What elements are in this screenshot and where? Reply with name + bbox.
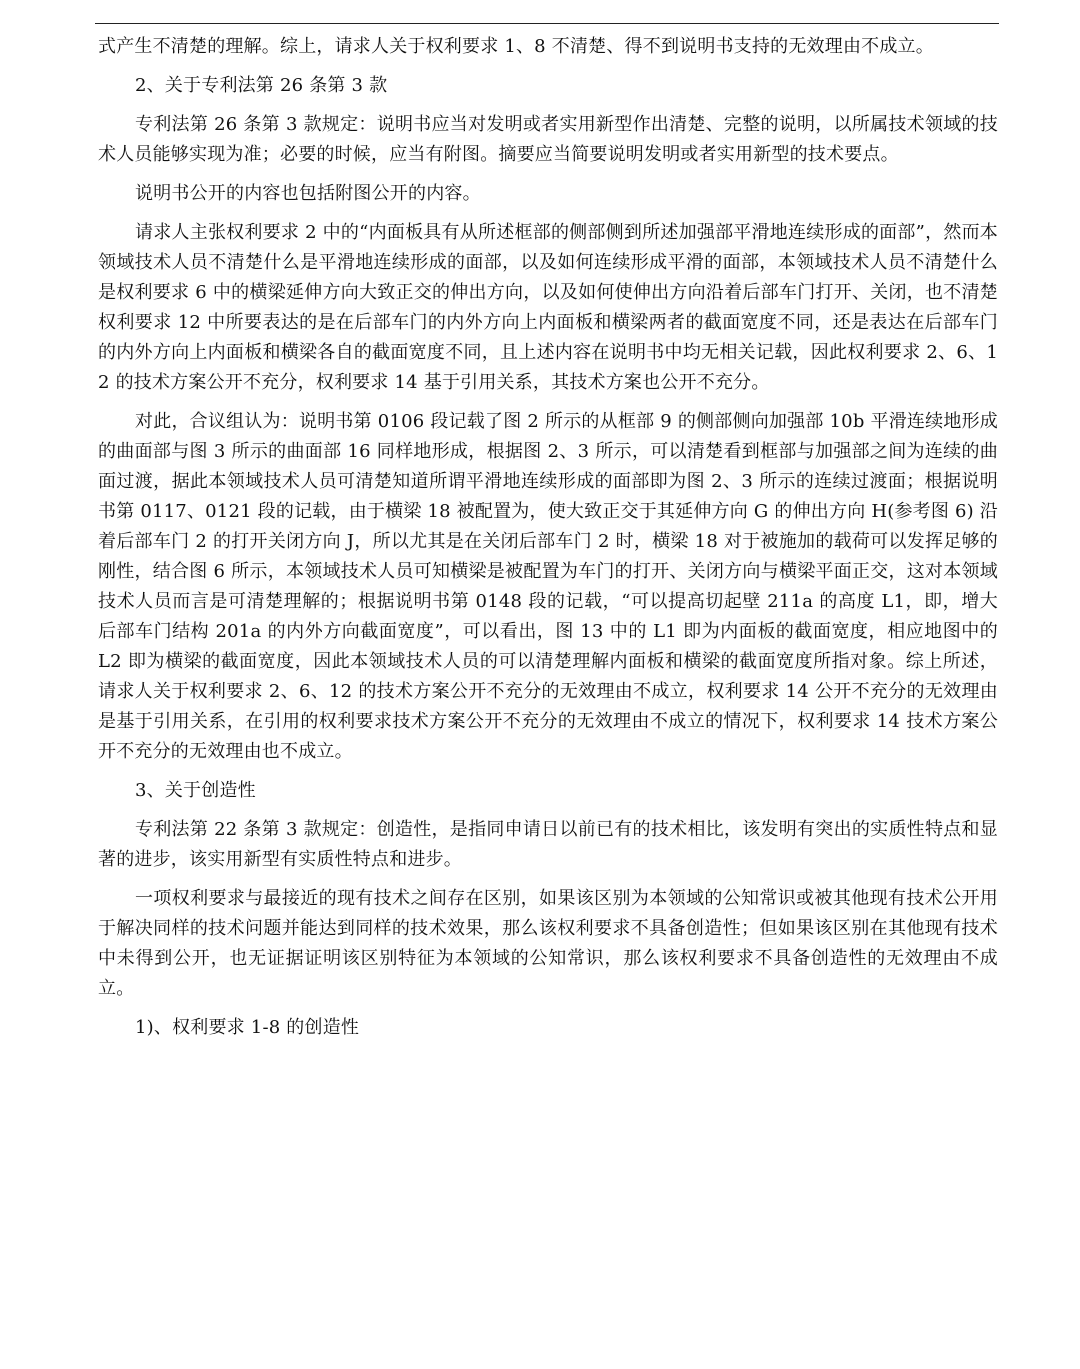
paragraph-inventiveness-rule: 一项权利要求与最接近的现有技术之间存在区别，如果该区别为本领域的公知常识或被其他现有技术公开用于解决同样的技术问题并能达到同样的技术效果，那么该权利要求不具备创造性；但如果该区别在其他现有技术中未得到公开，也无证据证明该区别特征为本领域的公知常识，那么该权利要求不具备创造性的无效理由不成立。: [98, 888, 998, 999]
section-heading-patent-law-26-3: 2、关于专利法第 26 条第 3 款: [135, 75, 388, 96]
paragraph-panel-opinion: 对此，合议组认为：说明书第 0106 段记载了图 2 所示的从框部 9 的侧部侧向加强部 10b 平滑连续地形成的曲面部与图 3 所示的曲面部 16 同样地形成，根据图 2、3 所示，可以清楚看到框部与加强部之间为连续的曲面过渡，据此本领域技术人员可清楚知道所谓平滑地连续形成的面部即为图 2、3 所示的连续过渡面；根据说明书第 0117、0121 段的记载，由于横梁 18 被配置为，使大致正交于其延伸方向 G 的伸出方向 H(参考图 6) 沿着后部车门 2 的打开关闭方向 J，所以尤其是在关闭后部车门 2 时，横梁 18 对于被施加的载荷可以发挥足够的刚性，结合图 6 所示，本领域技术人员可知横梁是被配置为车门的打开、关闭方向与横梁平面正交，这对本领域技术人员而言是可清楚理解的；根据说明书第 0148 段的记载，“可以提高切起壁 211a 的高度 L1，即，增大后部车门结构 201a 的内外方向截面宽度”，可以看出，图 13 中的 L1 即为内面板的截面宽度，相应地图中的 L2 即为横梁的截面宽度，因此本领域技术人员的可以清楚理解内面板和横梁的截面宽度所指对象。综上所述，请求人关于权利要求 2、6、12 的技术方案公开不充分的无效理由不成立，权利要求 14 公开不充分的无效理由是基于引用关系，在引用的权利要求技术方案公开不充分的无效理由不成立的情况下，权利要求 14 技术方案公开不充分的无效理由也不成立。: [98, 411, 998, 762]
paragraph-law-22-3-provision: 专利法第 22 条第 3 款规定：创造性，是指同申请日以前已有的技术相比，该发明有突出的实质性特点和显著的进步，该实用新型有实质性特点和进步。: [98, 819, 998, 870]
paragraph-continuation: 式产生不清楚的理解。综上，请求人关于权利要求 1、8 不清楚、得不到说明书支持的无效理由不成立。: [98, 36, 934, 57]
section-heading-inventiveness: 3、关于创造性: [135, 780, 256, 801]
paragraph-law-26-3-provision: 专利法第 26 条第 3 款规定：说明书应当对发明或者实用新型作出清楚、完整的说明，以所属技术领域的技术人员能够实现为准；必要的时候，应当有附图。摘要应当简要说明发明或者实用新型的技术要点。: [98, 114, 998, 165]
document-body: [98, 32, 998, 1052]
header-rule: [95, 23, 999, 24]
paragraph-drawings-disclosure: 说明书公开的内容也包括附图公开的内容。: [135, 183, 481, 204]
subsection-heading-claims-1-8: 1)、权利要求 1-8 的创造性: [135, 1017, 360, 1038]
paragraph-requester-claim: 请求人主张权利要求 2 中的“内面板具有从所述框部的侧部侧到所述加强部平滑地连续形成的面部”，然而本领域技术人员不清楚什么是平滑地连续形成的面部，以及如何连续形成平滑的面部，本领域技术人员不清楚什么是权利要求 6 中的横梁延伸方向大致正交的伸出方向，以及如何使伸出方向沿着后部车门打开、关闭，也不清楚权利要求 12 中所要表达的是在后部车门的内外方向上内面板和横梁两者的截面宽度不同，还是表达在后部车门的内外方向上内面板和横梁各自的截面宽度不同，且上述内容在说明书中均无相关记载，因此权利要求 2、6、12 的技术方案公开不充分，权利要求 14 基于引用关系，其技术方案也公开不充分。: [98, 222, 998, 393]
